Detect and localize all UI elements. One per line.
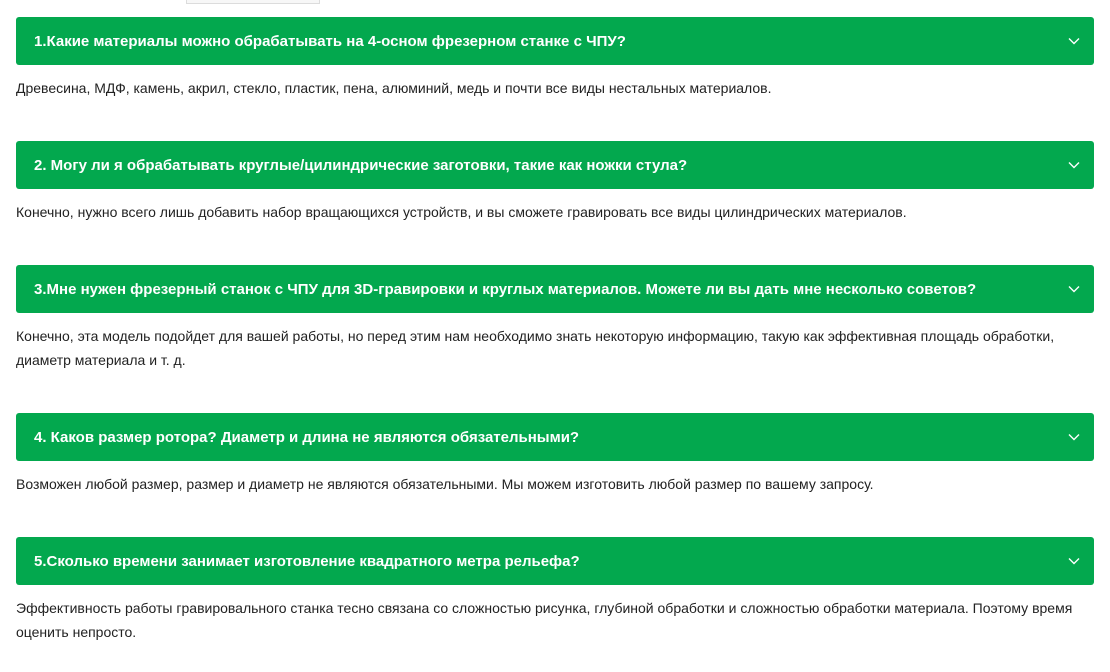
chevron-down-icon[interactable] bbox=[1068, 37, 1080, 45]
faq-question-3-header[interactable] bbox=[16, 265, 1094, 313]
top-tab-edge bbox=[186, 0, 320, 4]
faq-answer-5: Эффективность работы гравировального станка тесно связана со сложностью рисунка, глубиной обработки и сложностью обработки материала. Поэтому время оценить непросто. bbox=[16, 600, 1073, 640]
faq-item-5 bbox=[16, 537, 1094, 644]
chevron-down-icon[interactable] bbox=[1068, 285, 1080, 293]
faq-answer-1: Древесина, МДФ, камень, акрил, стекло, пластик, пена, алюминий, медь и почти все виды нестальных материалов. bbox=[16, 80, 772, 96]
faq-item-1 bbox=[16, 17, 1094, 100]
chevron-down-icon[interactable] bbox=[1068, 433, 1080, 441]
faq-question-1-header[interactable] bbox=[16, 17, 1094, 65]
faq-answer-3: Конечно, эта модель подойдет для вашей работы, но перед этим нам необходимо знать некоторую информацию, такую как эффективная площадь обработки, диаметр материала и т. д. bbox=[16, 328, 1055, 368]
chevron-down-icon[interactable] bbox=[1068, 557, 1080, 565]
faq-question-4-header[interactable] bbox=[16, 413, 1094, 461]
faq-question-2-header[interactable] bbox=[16, 141, 1094, 189]
faq-question-4-text: 4. Каков размер ротора? Диаметр и длина не являются обязательными? bbox=[34, 428, 580, 446]
faq-question-5-header[interactable] bbox=[16, 537, 1094, 585]
faq-item-3 bbox=[16, 265, 1094, 372]
faq-item-4 bbox=[16, 413, 1094, 496]
faq-answer-2: Конечно, нужно всего лишь добавить набор вращающихся устройств, и вы сможете гравировать все виды цилиндрических материалов. bbox=[16, 204, 907, 220]
chevron-down-icon[interactable] bbox=[1068, 161, 1080, 169]
faq-item-2 bbox=[16, 141, 1094, 224]
faq-question-2-text: 2. Могу ли я обрабатывать круглые/цилиндрические заготовки, такие как ножки стула? bbox=[34, 156, 688, 174]
faq-question-1-text: 1.Какие материалы можно обрабатывать на 4-осном фрезерном станке с ЧПУ? bbox=[34, 32, 626, 50]
faq-question-3-text: 3.Мне нужен фрезерный станок с ЧПУ для 3D-гравировки и круглых материалов. Можете ли вы дать мне несколько советов? bbox=[34, 280, 977, 298]
faq-answer-4: Возможен любой размер, размер и диаметр не являются обязательными. Мы можем изготовить любой размер по вашему запросу. bbox=[16, 476, 874, 492]
faq-question-5-text: 5.Сколько времени занимает изготовление квадратного метра рельефа? bbox=[34, 552, 580, 570]
